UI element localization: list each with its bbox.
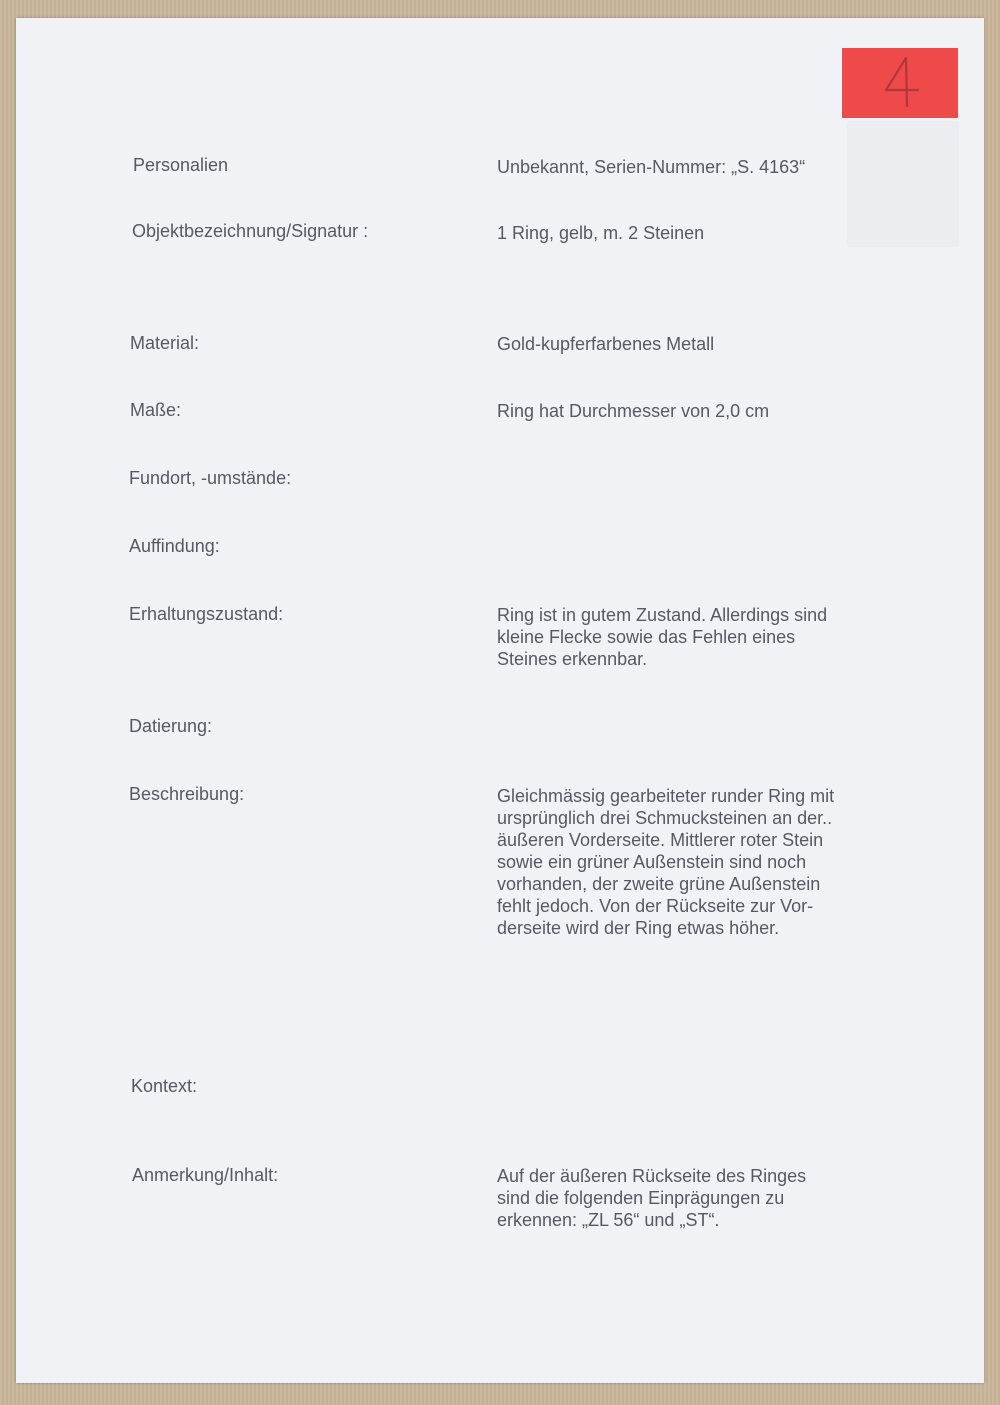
label-auffindung: Auffindung: bbox=[129, 536, 220, 556]
value-material: Gold-kupferfarbenes Metall bbox=[497, 334, 715, 354]
label-personalien: Personalien bbox=[133, 155, 229, 175]
value-masse: Ring hat Durchmesser von 2,0 cm bbox=[497, 401, 770, 421]
value-personalien: Unbekannt, Serien-Nummer: „S. 4163“ bbox=[497, 157, 806, 177]
label-objektbezeichnung: Objektbezeichnung/Signatur : bbox=[132, 221, 369, 241]
label-masse: Maße: bbox=[130, 400, 182, 420]
value-erhaltungszustand: Ring ist in gutem Zustand. Allerdings sind kleine Flecke sowie das Fehlen eines Steines erkennbar. bbox=[497, 605, 828, 669]
handwritten-number-four bbox=[878, 54, 922, 110]
value-beschreibung: Gleichmässig gearbeiteter runder Ring mit ursprünglich drei Schmucksteinen an der.. äußeren Vorderseite. Mittlerer roter Stein sowie ein grüner Außenstein sind noch vorhanden, der zweite grüne Außenstein fehlt jedoch. Von der Rückseite zur Vor- derseite wird der Ring etwas höher. bbox=[497, 786, 835, 938]
label-datierung: Datierung: bbox=[129, 716, 213, 736]
label-material: Material: bbox=[130, 333, 200, 353]
value-anmerkung: Auf der äußeren Rückseite des Ringes sind die folgenden Einprägungen zu erkennen: „ZL 56“ und „ST“. bbox=[497, 1166, 807, 1230]
label-erhaltungszustand: Erhaltungszustand: bbox=[129, 604, 284, 624]
label-kontext: Kontext: bbox=[131, 1076, 198, 1096]
red-number-tag bbox=[842, 48, 958, 118]
label-beschreibung: Beschreibung: bbox=[129, 784, 245, 804]
label-anmerkung: Anmerkung/Inhalt: bbox=[132, 1165, 279, 1185]
white-blank-tag bbox=[848, 122, 958, 246]
label-fundort: Fundort, -umstände: bbox=[129, 468, 292, 488]
document-sheet bbox=[16, 18, 984, 1383]
value-objektbezeichnung: 1 Ring, gelb, m. 2 Steinen bbox=[497, 223, 705, 243]
